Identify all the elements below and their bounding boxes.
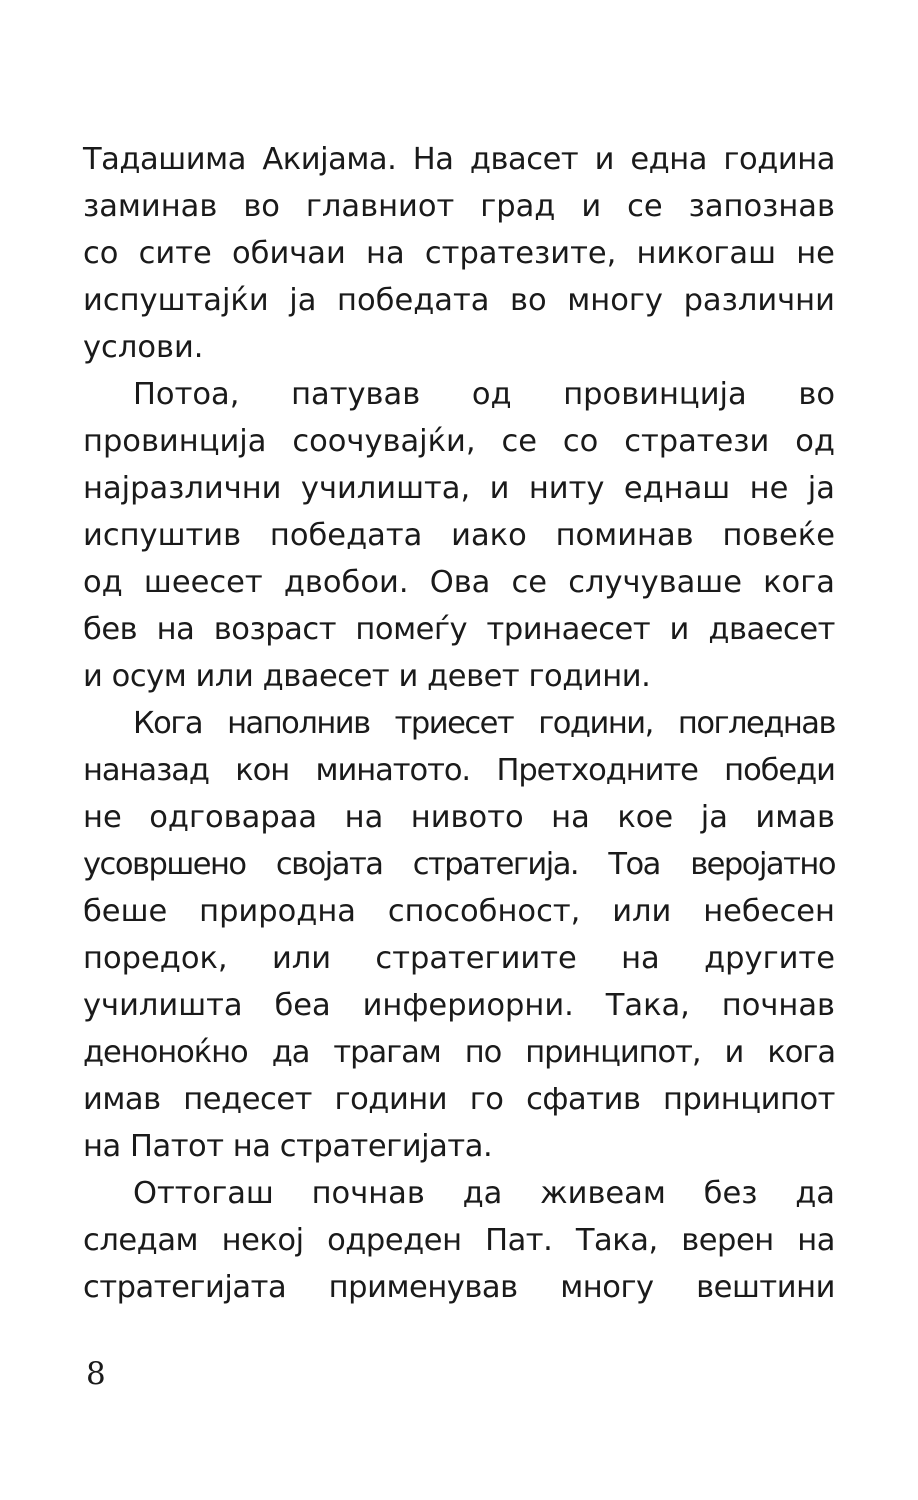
word: иако [451, 518, 527, 553]
text-line [83, 841, 835, 888]
word: природна [199, 894, 356, 929]
word: Тадашима [83, 142, 246, 177]
word: по [464, 1035, 502, 1070]
word: шеесет [143, 565, 263, 600]
text-line [83, 888, 835, 935]
word: Оттогаш [133, 1176, 274, 1211]
word: способност, [387, 894, 581, 929]
paragraph [83, 700, 835, 1170]
word: имав [755, 800, 835, 835]
word: принципот [663, 1082, 835, 1117]
word: следам [83, 1223, 199, 1258]
word: стратезите, [424, 236, 617, 271]
word: почнав [311, 1176, 425, 1211]
word: кое [617, 800, 674, 835]
word: испуштив [83, 518, 242, 553]
word: не [749, 471, 789, 506]
word: години, [538, 706, 653, 741]
word: двасет [469, 142, 579, 177]
word: одреден [327, 1223, 462, 1258]
word: обичаи [232, 236, 346, 271]
word: патував [291, 377, 421, 412]
word: стратегиите [375, 941, 577, 976]
word: помеѓу [355, 612, 468, 647]
text-line [83, 982, 835, 1029]
text-line [83, 418, 835, 465]
word: ја [700, 800, 728, 835]
word: стратегијата [83, 1270, 287, 1305]
word: двобои. [283, 565, 409, 600]
text-line [83, 1264, 835, 1311]
word: дваесет [708, 612, 835, 647]
word: никогаш [636, 236, 776, 271]
word: возраст [213, 612, 337, 647]
word: не [83, 800, 122, 835]
word: небесен [703, 894, 835, 929]
word: тринаесет [486, 612, 651, 647]
word: ја [807, 471, 835, 506]
text-line [83, 183, 835, 230]
word: другите [704, 941, 835, 976]
word: одговараа [149, 800, 318, 835]
word: не [796, 236, 835, 271]
word: училишта, [300, 471, 471, 506]
word: со [562, 424, 599, 459]
word: поминав [555, 518, 694, 553]
word: кон [235, 753, 290, 788]
text-line [83, 1029, 835, 1076]
text-line: услови. [83, 330, 204, 365]
word: почнав [721, 988, 835, 1023]
word: многу [560, 1270, 654, 1305]
word: од [795, 424, 835, 459]
text-line [83, 136, 835, 183]
word: година [723, 142, 835, 177]
word: својата [275, 847, 383, 882]
word: се [501, 424, 537, 459]
word: без [703, 1176, 758, 1211]
word: главниот [305, 189, 455, 224]
text-line: и осум или дваесет и девет години. [83, 659, 651, 694]
word: го [469, 1082, 504, 1117]
word: во [798, 377, 835, 412]
word: сите [138, 236, 212, 271]
word: кога [767, 1035, 835, 1070]
word: и [594, 142, 614, 177]
word: инфериорни. [362, 988, 574, 1023]
word: заминав [83, 189, 218, 224]
text-line [83, 700, 835, 747]
paragraph [83, 371, 835, 700]
word: Така, [605, 988, 690, 1023]
word: повеќе [722, 518, 835, 553]
paragraph [83, 136, 835, 371]
word: педесет [183, 1082, 312, 1117]
word: да [462, 1176, 503, 1211]
text-line [83, 371, 835, 418]
word: од [471, 377, 512, 412]
word: применував [328, 1270, 518, 1305]
text-line [83, 230, 835, 277]
word: ја [289, 283, 317, 318]
word: различни [683, 283, 835, 318]
text-line [83, 747, 835, 794]
word: стратегија. [412, 847, 579, 882]
text-line [83, 1076, 835, 1123]
text-line [83, 794, 835, 841]
word: беше [83, 894, 168, 929]
text-line [83, 1217, 835, 1264]
word: некој [221, 1223, 304, 1258]
word: најразлични [83, 471, 282, 506]
page-text-column [83, 136, 835, 1311]
word: поредок, [83, 941, 228, 976]
text-line [83, 512, 835, 559]
word: се [627, 189, 663, 224]
word: град [480, 189, 556, 224]
word: беа [274, 988, 331, 1023]
word: веројатно [690, 847, 835, 882]
word: провинција [83, 424, 267, 459]
word: на [551, 800, 590, 835]
text-line [83, 1170, 835, 1217]
word: на [344, 800, 384, 835]
word: една [630, 142, 708, 177]
word: Ова [429, 565, 491, 600]
word: или [612, 894, 672, 929]
word: усовршено [83, 847, 246, 882]
word: Така, [575, 1223, 658, 1258]
word: Претходните [496, 753, 698, 788]
word: имав [83, 1082, 161, 1117]
word: соочувајќи, [292, 424, 476, 459]
word: и [489, 471, 510, 506]
word: погледнав [677, 706, 835, 741]
word: сфатив [526, 1082, 641, 1117]
text-line [83, 935, 835, 982]
text-line [83, 559, 835, 606]
word: триесет [394, 706, 514, 741]
word: во [510, 283, 547, 318]
word: училишта [83, 988, 243, 1023]
word: победата [337, 283, 490, 318]
paragraph [83, 1170, 835, 1311]
word: бев [83, 612, 138, 647]
word: случуваше [568, 565, 742, 600]
word: запознав [688, 189, 835, 224]
word: еднаш [623, 471, 731, 506]
word: Кога [133, 706, 203, 741]
word: години [334, 1082, 448, 1117]
word: кога [763, 565, 835, 600]
word: испуштајќи [83, 283, 269, 318]
word: на [621, 941, 660, 976]
word: на [797, 1223, 835, 1258]
text-line [83, 465, 835, 512]
text-line [83, 606, 835, 653]
word: на [366, 236, 405, 271]
word: наполнив [227, 706, 370, 741]
word: и [581, 189, 602, 224]
word: провинција [563, 377, 747, 412]
word: трагам [333, 1035, 441, 1070]
word: победата [269, 518, 423, 553]
text-line [83, 277, 835, 324]
word: Акијама. [262, 142, 397, 177]
word: минатото. [315, 753, 471, 788]
word: во [243, 189, 280, 224]
word: На [412, 142, 454, 177]
word: да [271, 1035, 310, 1070]
word: Пат. [485, 1223, 553, 1258]
word: живеам [540, 1176, 666, 1211]
page-number: 8 [86, 1356, 106, 1392]
word: и [669, 612, 689, 647]
word: со [83, 236, 119, 271]
word: Потоа, [133, 377, 240, 412]
word: победи [724, 753, 835, 788]
word: на [156, 612, 195, 647]
word: од [83, 565, 123, 600]
word: многу [567, 283, 663, 318]
word: и [724, 1035, 744, 1070]
word: вештини [696, 1270, 835, 1305]
word: нивото [410, 800, 524, 835]
word: наназад [83, 753, 209, 788]
word: да [795, 1176, 835, 1211]
word: деноноќно [83, 1035, 248, 1070]
text-line: на Патот на стратегијата. [83, 1129, 493, 1164]
word: принципот, [525, 1035, 701, 1070]
word: стратези [624, 424, 770, 459]
word: се [511, 565, 548, 600]
word: верен [681, 1223, 774, 1258]
word: Тоа [608, 847, 660, 882]
word: ниту [528, 471, 605, 506]
word: или [271, 941, 332, 976]
